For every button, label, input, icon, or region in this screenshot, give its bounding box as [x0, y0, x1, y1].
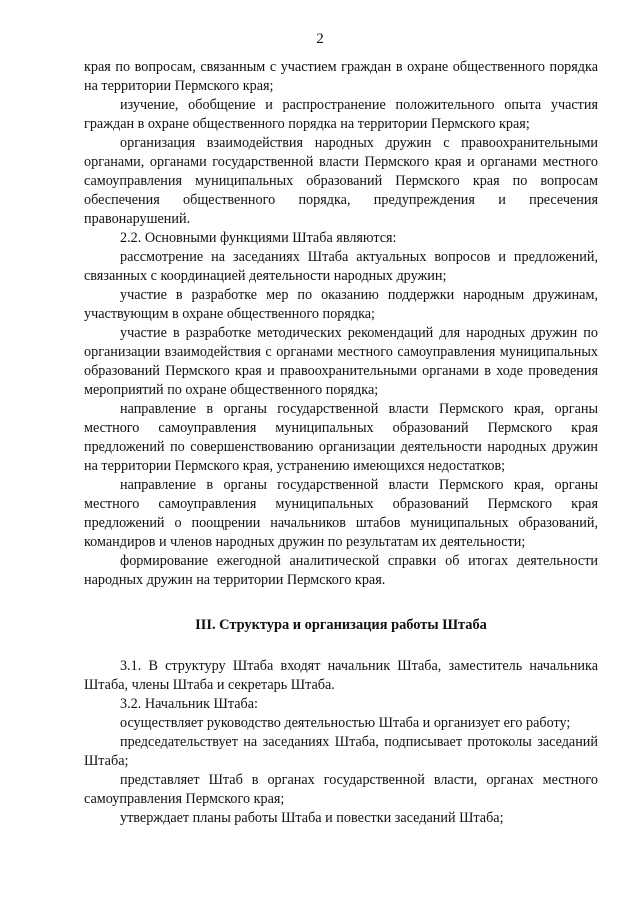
- paragraph: представляет Штаб в органах государственной власти, органах местного самоуправления Пермского края;: [84, 772, 598, 807]
- paragraph: направление в органы государственной власти Пермского края, органы местного самоуправления муниципальных образований Пермского края предложений по совершенствованию организации деятельности народных дружин на территории Пермского края, устранению имеющихся недостатков;: [84, 401, 598, 474]
- paragraph: изучение, обобщение и распространение положительного опыта участия граждан в охране общественного порядка на территории Пермского края;: [84, 97, 598, 132]
- paragraph: организация взаимодействия народных дружин с правоохранительными органами, органами государственной власти Пермского края и органами местного самоуправления муниципальных образований Пермского края по вопросам обеспечения общественного порядка, предупреждения и пресечения правонарушений.: [84, 135, 598, 227]
- document-body: [84, 58, 598, 828]
- paragraph: направление в органы государственной власти Пермского края, органы местного самоуправления муниципальных образований Пермского края предложений о поощрении начальников штабов муниципальных образований, командиров и членов народных дружин по результатам их деятельности;: [84, 477, 598, 550]
- paragraphs-before-section: [84, 58, 598, 590]
- paragraph: 3.1. В структуру Штаба входят начальник Штаба, заместитель начальника Штаба, члены Штаба и секретарь Штаба.: [84, 658, 598, 693]
- paragraph: председательствует на заседаниях Штаба, подписывает протоколы заседаний Штаба;: [84, 734, 598, 769]
- paragraph: 2.2. Основными функциями Штаба являются:: [120, 230, 397, 246]
- section-heading: III. Структура и организация работы Штаба: [195, 617, 487, 633]
- paragraph: рассмотрение на заседаниях Штаба актуальных вопросов и предложений, связанных с координацией деятельности народных дружин;: [84, 249, 598, 284]
- paragraph: формирование ежегодной аналитической справки об итогах деятельности народных дружин на территории Пермского края.: [84, 553, 598, 588]
- paragraph: утверждает планы работы Штаба и повестки заседаний Штаба;: [120, 810, 504, 826]
- paragraphs-after-section: [84, 657, 598, 828]
- paragraph: участие в разработке мер по оказанию поддержки народным дружинам, участвующим в охране общественного порядка;: [84, 287, 598, 322]
- paragraph: края по вопросам, связанным с участием граждан в охране общественного порядка на территории Пермского края;: [84, 59, 598, 94]
- paragraph: осуществляет руководство деятельностью Штаба и организует его работу;: [120, 715, 571, 731]
- paragraph: 3.2. Начальник Штаба:: [120, 696, 258, 712]
- page-number: 2: [316, 31, 324, 47]
- paragraph: участие в разработке методических рекомендаций для народных дружин по организации взаимодействия с органами местного самоуправления муниципальных образований Пермского края и правоохранительными органами в ходе проведения мероприятий по охране общественного порядка;: [84, 325, 598, 398]
